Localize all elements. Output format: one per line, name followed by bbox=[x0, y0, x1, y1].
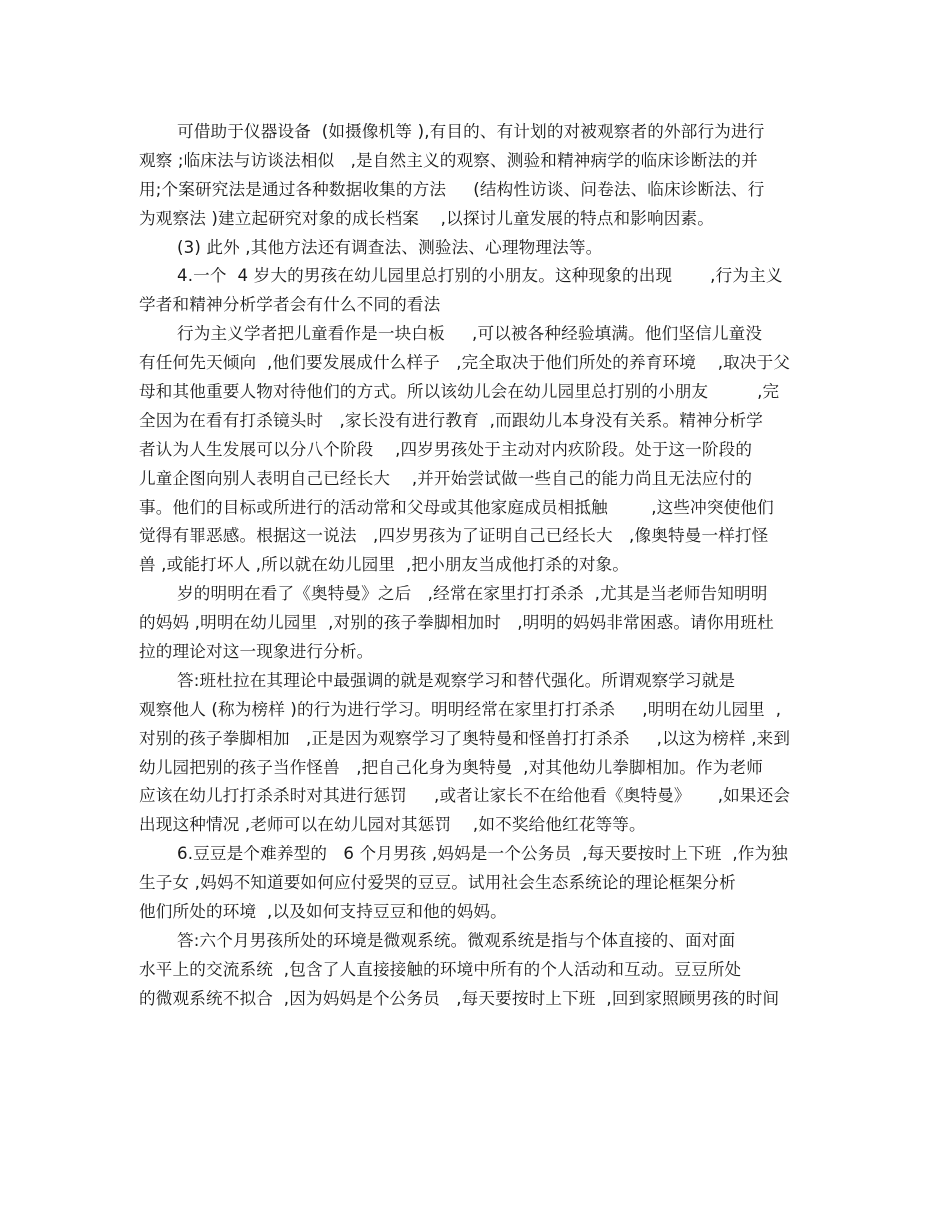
text-line: 事。他们的目标或所进行的活动常和父母或其他家庭成员相抵触 ,这些冲突使他们 bbox=[139, 497, 774, 517]
question-line: 他们所处的环境 ,以及如何支持豆豆和他的妈妈。 bbox=[139, 902, 507, 922]
text-line: 观察 ;临床法与访谈法相似 ,是自然主义的观察、测验和精神病学的临床诊断法的并 bbox=[139, 150, 758, 170]
answer-line: 答:班杜拉在其理论中最强调的就是观察学习和替代强化。所谓观察学习就是 bbox=[177, 670, 736, 690]
text-line: 者认为人生发展可以分八个阶段 ,四岁男孩处于主动对内疚阶段。处于这一阶段的 bbox=[139, 439, 753, 459]
question-line: 生子女 ,妈妈不知道要如何应付爱哭的豆豆。试用社会生态系统论的理论框架分析 bbox=[139, 873, 736, 893]
text-line: 可借助于仪器设备 (如摄像机等 ),有目的、有计划的对被观察者的外部行为进行 bbox=[177, 122, 765, 141]
question-line: 拉的理论对这一现象进行分析。 bbox=[139, 642, 374, 662]
question-line: 岁的明明在看了《奥特曼》之后 ,经常在家里打打杀杀 ,尤其是当老师告知明明 bbox=[177, 584, 768, 604]
text-line: 兽 ,或能打坏人 ,所以就在幼儿园里 ,把小朋友当成他打杀的对象。 bbox=[139, 555, 630, 575]
answer-line: 观察他人 (称为榜样 )的行为进行学习。明明经常在家里打打杀杀 ,明明在幼儿园里 , bbox=[139, 699, 782, 719]
body-text bbox=[139, 118, 811, 1014]
text-line: 用;个案研究法是通过各种数据收集的方法 (结构性访谈、问卷法、临床诊断法、行 bbox=[139, 179, 765, 199]
answer-line: 答:六个月男孩所处的环境是微观系统。微观系统是指与个体直接的、面对面 bbox=[177, 930, 736, 950]
text-line: (3) 此外 ,其他方法还有调查法、测验法、心理物理法等。 bbox=[177, 237, 603, 257]
text-line: 全因为在看有打杀镜头时 ,家长没有进行教育 ,而跟幼儿本身没有关系。精神分析学 bbox=[139, 410, 764, 430]
answer-line: 幼儿园把别的孩子当作怪兽 ,把自己化身为奥特曼 ,对其他幼儿拳脚相加。作为老师 bbox=[139, 757, 764, 777]
text-line: 儿童企图向别人表明自己已经长大 ,并开始尝试做一些自己的能力尚且无法应付的 bbox=[139, 468, 753, 488]
text-line: 行为主义学者把儿童看作是一块白板 ,可以被各种经验填满。他们坚信儿童没 bbox=[177, 324, 763, 344]
text-line: 觉得有罪恶感。根据这一说法 ,四岁男孩为了证明自己已经长大 ,像奥特曼一样打怪 bbox=[139, 526, 769, 546]
answer-line: 的微观系统不拟合 ,因为妈妈是个公务员 ,每天要按时上下班 ,回到家照顾男孩的时间 bbox=[139, 988, 780, 1008]
answer-line: 应该在幼儿打打杀杀时对其进行惩罚 ,或者让家长不在给他看《奥特曼》 ,如果还会 bbox=[139, 786, 791, 806]
text-line: 有任何先天倾向 ,他们要发展成什么样子 ,完全取决于他们所处的养育环境 ,取决于父 bbox=[139, 353, 791, 373]
question-line: 的妈妈 ,明明在幼儿园里 ,对别的孩子拳脚相加时 ,明明的妈妈非常困惑。请你用班杜 bbox=[139, 613, 774, 633]
text-line: 母和其他重要人物对待他们的方式。所以该幼儿会在幼儿园里总打别的小朋友 ,完 bbox=[139, 382, 780, 402]
answer-line: 水平上的交流系统 ,包含了人直接接触的环境中所有的个人活动和互动。豆豆所处 bbox=[139, 959, 742, 979]
text-line: 为观察法 )建立起研究对象的成长档案 ,以探讨儿童发展的特点和影响因素。 bbox=[139, 208, 714, 228]
question-line: 学者和精神分析学者会有什么不同的看法 bbox=[139, 295, 441, 315]
answer-line: 对别的孩子拳脚相加 ,正是因为观察学习了奥特曼和怪兽打打杀杀 ,以这为榜样 ,来到 bbox=[139, 728, 791, 748]
question-line: 4.一个 4 岁大的男孩在幼儿园里总打别的小朋友。这种现象的出现 ,行为主义 bbox=[177, 266, 783, 286]
question-line: 6.豆豆是个难养型的 6 个月男孩 ,妈妈是一个公务员 ,每天要按时上下班 ,作为独 bbox=[177, 844, 788, 864]
answer-line: 出现这种情况 ,老师可以在幼儿园对其惩罚 ,如不奖给他红花等等。 bbox=[139, 815, 646, 835]
